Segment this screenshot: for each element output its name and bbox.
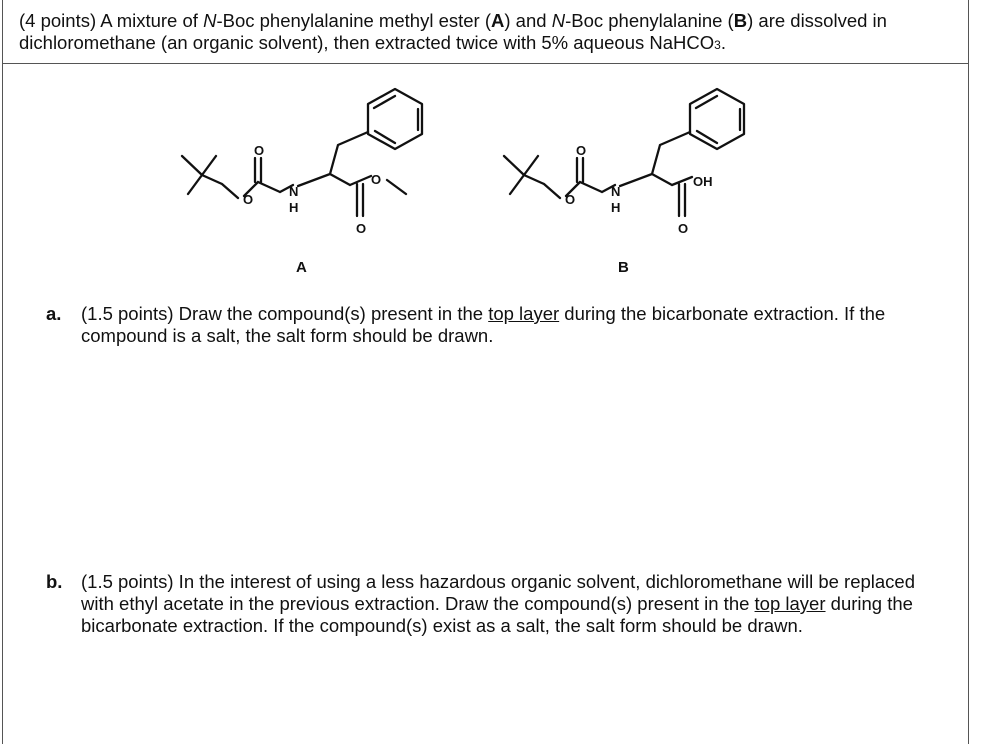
atom-o: O [576, 143, 587, 158]
atom-n: N [611, 184, 621, 199]
question-number: a. [46, 303, 62, 324]
chemical-structures [160, 80, 780, 280]
question-a [46, 303, 936, 347]
atom-n: N [289, 184, 299, 199]
structure-b [504, 89, 744, 276]
atom-o: O [243, 192, 254, 207]
header-divider [2, 63, 969, 64]
question-b [46, 571, 936, 637]
atom-o: O [254, 143, 265, 158]
question-text: (1.5 points) Draw the compound(s) present in the top layer during the bicarbonate extraction. If the compound is a salt, the salt form should be drawn. [81, 303, 886, 346]
atom-h: H [611, 200, 621, 215]
atom-o: O [356, 221, 367, 236]
question-number: b. [46, 571, 63, 592]
atom-o: O [565, 192, 576, 207]
problem-statement: (4 points) A mixture of N-Boc phenylalanine methyl ester (A) and N-Boc phenylalanine (B) are dissolved in dichloromethane (an organic solvent), then extracted twice with 5% aqueous NaHCO3. [19, 10, 887, 53]
structure-a [182, 89, 422, 276]
label-b: B [618, 259, 629, 276]
label-a: A [296, 259, 307, 276]
atom-o: O [371, 172, 382, 187]
atom-h: H [289, 200, 299, 215]
atom-oh: OH [693, 174, 713, 189]
atom-o: O [678, 221, 689, 236]
question-text: (1.5 points) In the interest of using a less hazardous organic solvent, dichloromethane will be replaced with ethyl acetate in the previous extraction. Draw the compound(s) present in the top layer during the bicarbonate extraction. If the compound(s) exist as a salt, the salt form should be drawn. [81, 571, 915, 636]
